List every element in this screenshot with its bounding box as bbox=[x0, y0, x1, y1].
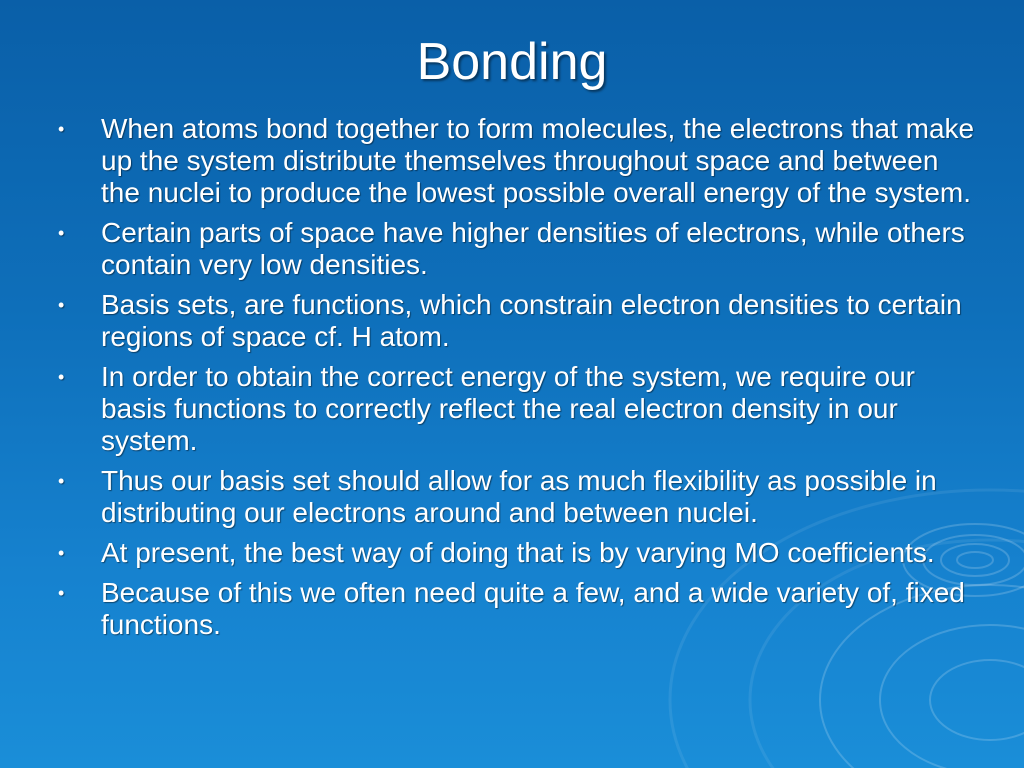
bullet-item bbox=[58, 289, 978, 353]
bullet-marker: • bbox=[58, 583, 65, 603]
bullet-text: In order to obtain the correct energy of the system, we require our basis functions to correctly reflect the real electron density in our system. bbox=[101, 361, 915, 456]
bullet-marker: • bbox=[58, 543, 65, 563]
bullet-item bbox=[58, 465, 978, 529]
bullet-marker: • bbox=[58, 223, 65, 243]
bullet-text: Thus our basis set should allow for as much flexibility as possible in distributing our electrons around and between nuclei. bbox=[101, 465, 937, 528]
bullet-marker: • bbox=[58, 295, 65, 315]
bullet-marker: • bbox=[58, 367, 65, 387]
bullet-text: At present, the best way of doing that is by varying MO coefficients. bbox=[101, 537, 935, 568]
bullet-marker: • bbox=[58, 471, 65, 491]
bullet-item bbox=[58, 217, 978, 281]
bullet-marker: • bbox=[58, 119, 65, 139]
bullet-text: Certain parts of space have higher densities of electrons, while others contain very low densities. bbox=[101, 217, 965, 280]
bullet-item bbox=[58, 113, 978, 209]
bullet-list bbox=[58, 113, 978, 649]
bullet-item bbox=[58, 361, 978, 457]
bullet-text: Basis sets, are functions, which constrain electron densities to certain regions of space cf. H atom. bbox=[101, 289, 962, 352]
bullet-item bbox=[58, 577, 978, 641]
bullet-text: Because of this we often need quite a few, and a wide variety of, fixed functions. bbox=[101, 577, 965, 640]
bullet-item bbox=[58, 537, 978, 569]
slide-title: Bonding bbox=[416, 33, 608, 91]
bullet-text: When atoms bond together to form molecules, the electrons that make up the system distribute themselves throughout space and between the nuclei to produce the lowest possible overall energy of the system. bbox=[101, 113, 975, 208]
